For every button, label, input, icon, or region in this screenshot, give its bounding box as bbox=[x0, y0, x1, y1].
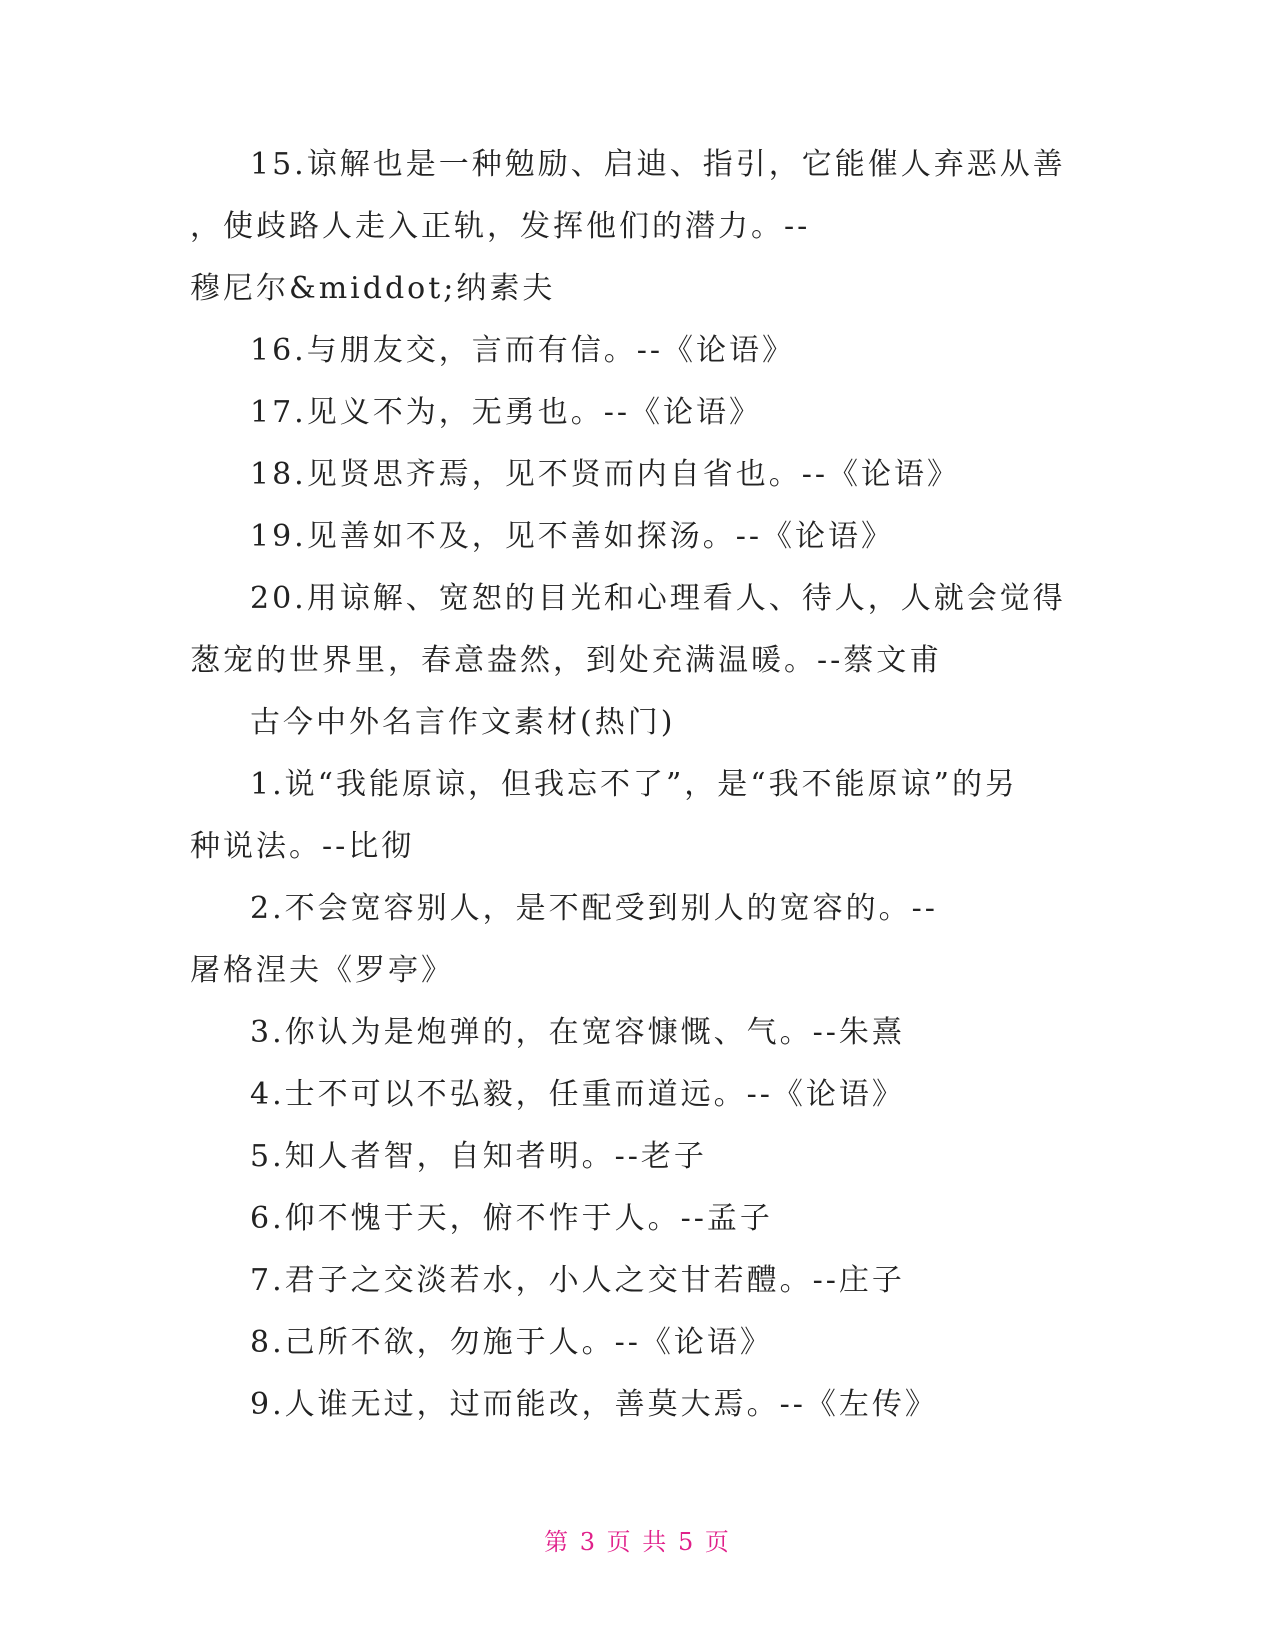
text-line: 20.用谅解、宽恕的目光和心理看人、待人，人就会觉得 bbox=[250, 581, 1066, 616]
section-heading: 古今中外名言作文素材(热门) bbox=[250, 705, 676, 740]
text-line: 8.己所不欲，勿施于人。--《论语》 bbox=[250, 1325, 773, 1360]
text-line: 7.君子之交淡若水，小人之交甘若醴。--庄子 bbox=[250, 1263, 905, 1298]
text-line: 16.与朋友交，言而有信。--《论语》 bbox=[250, 333, 795, 368]
text-line: 19.见善如不及，见不善如探汤。--《论语》 bbox=[250, 519, 894, 554]
text-line: 葱宠的世界里，春意盎然，到处充满温暖。--蔡文甫 bbox=[190, 643, 943, 678]
text-line: 17.见义不为，无勇也。--《论语》 bbox=[250, 395, 762, 430]
page-number-footer: 第 3 页 共 5 页 bbox=[544, 1528, 731, 1556]
text-line: 6.仰不愧于天，俯不怍于人。--孟子 bbox=[250, 1201, 773, 1236]
text-line: ，使歧路人走入正轨，发挥他们的潜力。-- bbox=[190, 209, 811, 244]
text-line: 穆尼尔&middot;纳素夫 bbox=[190, 271, 556, 306]
text-line: 屠格涅夫《罗亭》 bbox=[190, 953, 454, 988]
text-line: 4.士不可以不弘毅，任重而道远。--《论语》 bbox=[250, 1077, 905, 1112]
text-line: 5.知人者智，自知者明。--老子 bbox=[250, 1139, 707, 1174]
text-line: 9.人谁无过，过而能改，善莫大焉。--《左传》 bbox=[250, 1387, 938, 1422]
text-line: 2.不会宽容别人，是不配受到别人的宽容的。-- bbox=[250, 891, 938, 926]
text-line: 3.你认为是炮弹的，在宽容慷慨、气。--朱熹 bbox=[250, 1015, 905, 1050]
text-line: 种说法。--比彻 bbox=[190, 829, 415, 864]
text-line: 15.谅解也是一种勉励、启迪、指引，它能催人弃恶从善 bbox=[250, 147, 1066, 182]
text-line: 18.见贤思齐焉，见不贤而内自省也。--《论语》 bbox=[250, 457, 960, 492]
text-line: 1.说“我能原谅，但我忘不了”，是“我不能原谅”的另 bbox=[250, 767, 1018, 802]
